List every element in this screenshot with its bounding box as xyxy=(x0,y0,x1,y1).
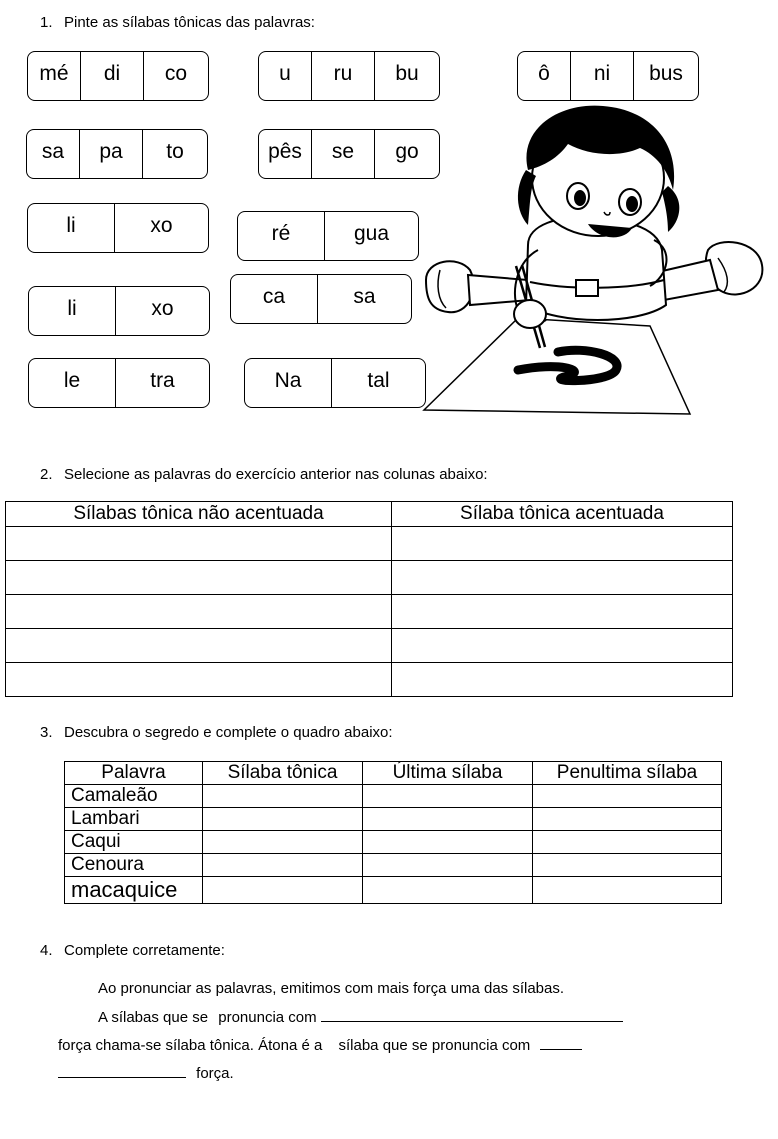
table-row xyxy=(65,785,722,808)
table-cell[interactable] xyxy=(533,831,722,854)
word-cell: Cenoura xyxy=(65,854,203,877)
answer-blank[interactable] xyxy=(540,1035,582,1050)
table-cell[interactable] xyxy=(203,785,363,808)
table-row xyxy=(65,808,722,831)
table-cell[interactable] xyxy=(203,808,363,831)
paragraph-line-3 xyxy=(58,1035,582,1054)
question-2 xyxy=(40,466,488,483)
classification-table xyxy=(5,501,733,697)
table-cell[interactable] xyxy=(6,663,392,697)
table-row xyxy=(6,595,733,629)
word-box xyxy=(244,358,426,408)
text-fragment: força chama-se sílaba tônica. Átona é a xyxy=(58,1037,323,1054)
table-header: Última sílaba xyxy=(363,762,533,785)
syllable-cell[interactable]: xo xyxy=(115,287,209,335)
syllable-cell[interactable]: Na xyxy=(274,369,302,392)
word-cell: Caqui xyxy=(65,831,203,854)
table-cell[interactable] xyxy=(392,629,733,663)
table-header: Sílaba tônica acentuada xyxy=(392,502,733,527)
table-cell[interactable] xyxy=(392,595,733,629)
table-header: Sílabas tônica não acentuada xyxy=(6,502,392,527)
word-box xyxy=(258,129,440,179)
table-cell[interactable] xyxy=(392,663,733,697)
question-text: Pinte as sílabas tônicas das palavras: xyxy=(64,14,315,31)
question-number: 2. xyxy=(40,466,53,483)
table-cell[interactable] xyxy=(392,561,733,595)
table-cell[interactable] xyxy=(6,561,392,595)
table-cell[interactable] xyxy=(533,785,722,808)
syllable-cell[interactable]: pa xyxy=(79,130,142,178)
table-cell[interactable] xyxy=(6,629,392,663)
table-cell[interactable] xyxy=(6,527,392,561)
syllable-cell[interactable]: tra xyxy=(115,359,209,407)
word-box xyxy=(230,274,412,324)
table-header: Penultima sílaba xyxy=(533,762,722,785)
syllable-cell[interactable]: ô xyxy=(538,62,550,85)
syllable-cell[interactable]: di xyxy=(80,52,143,100)
syllable-cell[interactable]: ni xyxy=(570,52,633,100)
syllable-cell[interactable]: tal xyxy=(331,359,425,407)
paragraph-line-2 xyxy=(98,1007,623,1026)
table-header: Palavra xyxy=(65,762,203,785)
syllable-cell[interactable]: se xyxy=(311,130,374,178)
syllable-cell[interactable]: to xyxy=(142,130,207,178)
syllable-cell[interactable]: ru xyxy=(311,52,374,100)
word-cell: macaquice xyxy=(65,877,203,904)
answer-blank[interactable] xyxy=(321,1007,623,1022)
answer-blank[interactable] xyxy=(58,1063,186,1078)
text-fragment: força. xyxy=(196,1065,234,1082)
word-cell: Lambari xyxy=(65,808,203,831)
question-1 xyxy=(40,14,315,31)
syllable-cell[interactable]: li xyxy=(66,214,76,237)
table-cell[interactable] xyxy=(6,595,392,629)
table-row xyxy=(6,663,733,697)
syllable-cell[interactable]: li xyxy=(67,297,77,320)
syllable-cell[interactable]: xo xyxy=(114,204,208,252)
text-fragment: sílaba que se pronuncia com xyxy=(338,1037,531,1054)
child-drawing-illustration xyxy=(418,100,776,420)
table-cell[interactable] xyxy=(203,831,363,854)
syllable-cell[interactable]: ré xyxy=(271,222,291,245)
paragraph-line-1: Ao pronunciar as palavras, emitimos com mais força uma das sílabas. xyxy=(98,980,565,997)
syllable-cell[interactable]: co xyxy=(143,52,208,100)
table-cell[interactable] xyxy=(203,877,363,904)
syllable-cell[interactable]: mé xyxy=(39,62,69,85)
word-cell: Camaleão xyxy=(65,785,203,808)
word-box xyxy=(28,286,210,336)
table-row xyxy=(65,854,722,877)
question-number: 3. xyxy=(40,724,53,741)
table-cell[interactable] xyxy=(363,877,533,904)
question-text: Selecione as palavras do exercício anterior nas colunas abaixo: xyxy=(64,466,488,483)
syllable-cell[interactable]: gua xyxy=(324,212,418,260)
text-fragment: pronuncia com xyxy=(218,1009,317,1026)
table-cell[interactable] xyxy=(533,877,722,904)
syllable-cell[interactable]: u xyxy=(279,62,291,85)
table-cell[interactable] xyxy=(533,854,722,877)
syllable-cell[interactable]: bu xyxy=(374,52,439,100)
question-number: 4. xyxy=(40,942,53,959)
word-box xyxy=(258,51,440,101)
question-4 xyxy=(40,942,225,959)
syllable-cell[interactable]: bus xyxy=(633,52,698,100)
table-header: Sílaba tônica xyxy=(203,762,363,785)
paragraph-line-4 xyxy=(58,1063,234,1082)
table-row xyxy=(6,629,733,663)
syllable-table xyxy=(64,761,722,904)
table-row xyxy=(6,561,733,595)
syllable-cell[interactable]: ca xyxy=(262,285,286,308)
table-cell[interactable] xyxy=(363,854,533,877)
table-cell[interactable] xyxy=(363,808,533,831)
table-row xyxy=(6,527,733,561)
table-cell[interactable] xyxy=(392,527,733,561)
question-number: 1. xyxy=(40,14,53,31)
table-cell[interactable] xyxy=(203,854,363,877)
question-text: Complete corretamente: xyxy=(64,942,225,959)
word-box xyxy=(27,203,209,253)
table-cell[interactable] xyxy=(363,831,533,854)
table-row xyxy=(65,831,722,854)
table-cell[interactable] xyxy=(533,808,722,831)
syllable-cell[interactable]: sa xyxy=(41,140,65,163)
table-row xyxy=(65,877,722,904)
word-box xyxy=(26,129,208,179)
table-cell[interactable] xyxy=(363,785,533,808)
syllable-cell[interactable]: pês xyxy=(268,140,302,163)
question-3 xyxy=(40,724,393,741)
syllable-cell[interactable]: sa xyxy=(317,275,411,323)
question-text: Descubra o segredo e complete o quadro abaixo: xyxy=(64,724,393,741)
word-box xyxy=(517,51,699,101)
word-box xyxy=(28,358,210,408)
word-box xyxy=(237,211,419,261)
text-fragment: A sílabas que se xyxy=(98,1009,209,1026)
syllable-cell[interactable]: go xyxy=(374,130,439,178)
word-box xyxy=(27,51,209,101)
syllable-cell[interactable]: le xyxy=(63,369,81,392)
